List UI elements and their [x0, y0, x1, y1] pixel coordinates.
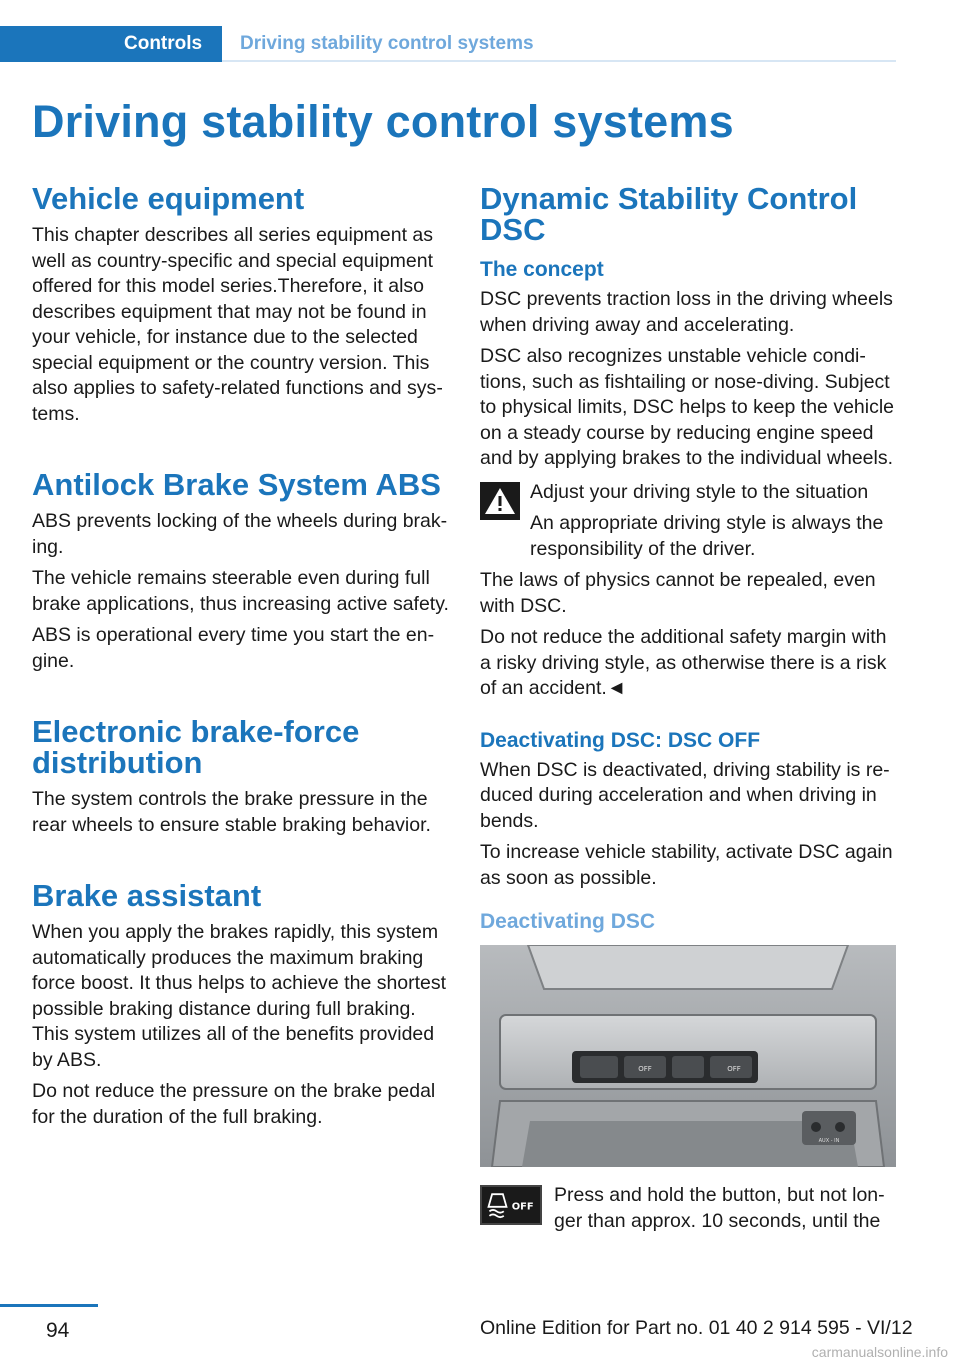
center-console-illustration — [480, 945, 896, 1167]
figure-off-label: OFF — [638, 1065, 652, 1073]
running-header — [0, 26, 896, 62]
warning-paragraph: The laws of physics cannot be repealed, even with DSC. — [480, 569, 876, 617]
breadcrumb: Driving stability control systems — [240, 33, 534, 54]
button-off-label: OFF — [511, 1201, 534, 1213]
paragraph: When DSC is deactivated, driving stability is reduced during acceleration and when driving in bends. — [480, 758, 890, 832]
warning-block — [480, 480, 898, 702]
warning-paragraph: Do not reduce the additional safety margin with a risky driving style, as otherwise there is a risk of an accident.◄ — [480, 626, 887, 699]
paragraph: ABS prevents locking of the wheels during braking. — [32, 510, 448, 558]
heading-vehicle-equipment: Vehicle equipment — [32, 181, 305, 216]
watermark: carmanualsonline.info — [811, 1344, 948, 1360]
right-column — [480, 183, 898, 1240]
paragraph: When you apply the brakes rapidly, this system automatically produces the maximum braking force boost. It thus helps to achieve the shortest possible braking distance during full braking. This system utilizes all of the benefits provided by ABS. — [32, 921, 447, 1071]
paragraph: This chapter describes all series equipment as well as country-specific and special equipment offered for this model series.Therefore, it also describes equipment that may not be found in your vehicle, for instance due to the selected special equipment or the country version. This also applies to safety-related functions and systems. — [32, 224, 443, 425]
heading-brake-assistant: Brake assistant — [32, 878, 262, 913]
paragraph: Do not reduce the pressure on the brake pedal for the duration of the full braking. — [32, 1080, 436, 1128]
paragraph: DSC also recognizes unstable vehicle conditions, such as fishtailing or nose-diving. Subject to physical limits, DSC helps to keep the vehicle on a steady course by reducing engine speed and by applying brakes to the individual wheels. — [480, 345, 895, 469]
subheading-deactivating: Deactivating DSC: DSC OFF — [480, 728, 761, 752]
heading-dsc: Dynamic Stability Control DSC — [480, 181, 858, 247]
warning-line: An appropriate driving style is always the responsibility of the driver. — [530, 512, 884, 560]
paragraph: To increase vehicle stability, activate DSC again as soon as possible. — [480, 841, 893, 889]
edition-footer: Online Edition for Part no. 01 40 2 914 595 - VI/12 — [480, 1317, 913, 1339]
instruction-row — [480, 1183, 898, 1234]
dsc-off-button-icon — [480, 1185, 542, 1225]
warning-line: Adjust your driving style to the situation — [530, 480, 869, 503]
subheading-concept: The concept — [480, 258, 604, 281]
page-title: Driving stability control systems — [32, 96, 734, 147]
paragraph: The vehicle remains steerable even during full brake applications, thus increasing active safety. — [32, 567, 449, 615]
figure-off-label: OFF — [727, 1065, 741, 1073]
section-tab: Controls — [0, 26, 222, 62]
left-column — [32, 183, 450, 1136]
figure-aux-label: AUX - IN — [818, 1138, 840, 1144]
page-number-rule — [0, 1304, 98, 1307]
header-divider — [222, 60, 896, 62]
instruction-text: Press and hold the button, but not longer than approx. 10 seconds, until the — [554, 1184, 885, 1232]
subheading-deactivating-dsc: Deactivating DSC — [480, 910, 656, 933]
paragraph: DSC prevents traction loss in the driving wheels when driving away and accelerating. — [480, 288, 893, 336]
page-number: 94 — [46, 1319, 70, 1342]
heading-ebd: Electronic brake-force distribution — [32, 714, 360, 780]
heading-abs: Antilock Brake System ABS — [32, 467, 441, 502]
warning-triangle-icon — [480, 482, 520, 520]
paragraph: The system controls the brake pressure in the rear wheels to ensure stable braking behavior. — [32, 788, 431, 836]
paragraph: ABS is operational every time you start the engine. — [32, 624, 435, 672]
